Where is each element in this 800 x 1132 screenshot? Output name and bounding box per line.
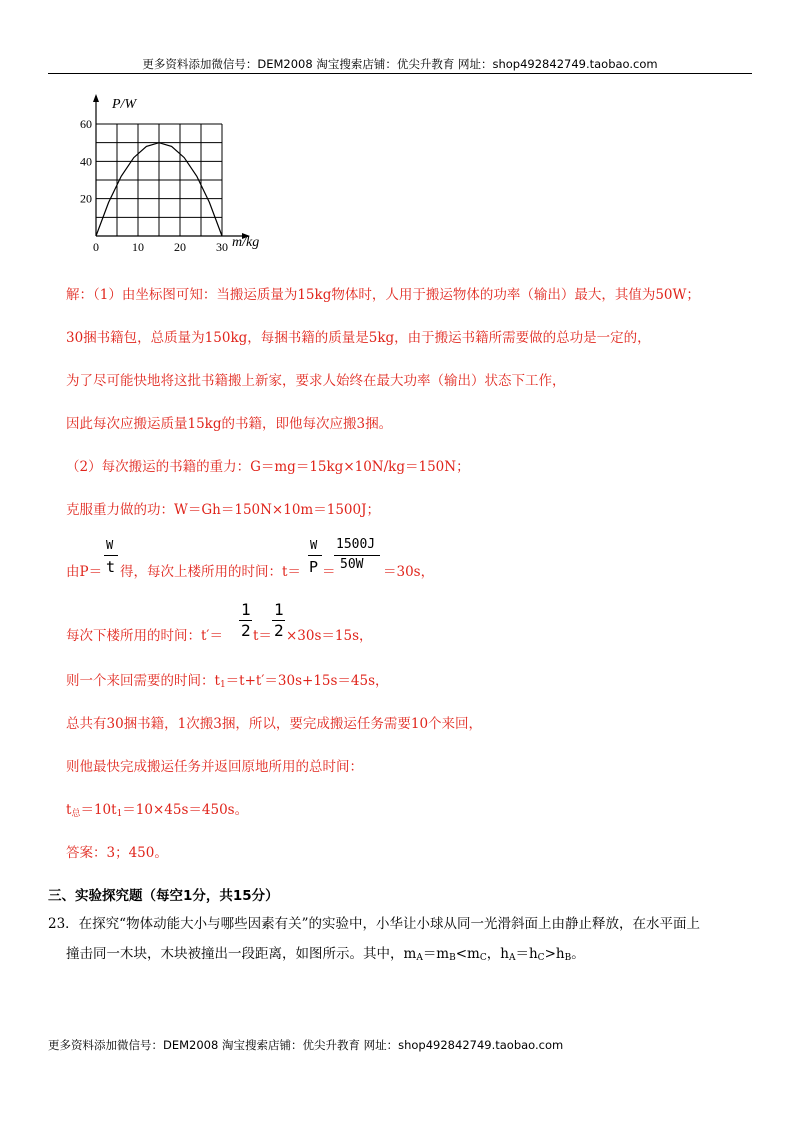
- solution-line-8c: ×30s＝15s，: [286, 628, 373, 644]
- fraction-half-den: 2: [274, 621, 284, 640]
- solution-line-7d: ＝30s，: [383, 564, 435, 580]
- y-tick-label: 20: [80, 191, 92, 206]
- x-tick-label: 0: [93, 240, 99, 252]
- fraction-bar: [104, 555, 118, 556]
- y-tick-label: 60: [80, 117, 92, 131]
- fraction-w-over-t-den: t: [106, 558, 116, 576]
- y-axis-arrow: [93, 94, 99, 102]
- x-axis-label: m/kg: [232, 235, 260, 250]
- fraction-half-num: 1: [274, 600, 284, 619]
- fraction-1500j-num: 1500J: [336, 537, 376, 552]
- solution-line-7c: ＝: [322, 564, 336, 580]
- solution-line-3: 为了尽可能快地将这批书籍搬上新家，要求人始终在最大功率（输出）状态下工作，: [66, 373, 566, 389]
- solution-line-2: 30捆书籍包，总质量为150kg，每捆书籍的质量是5kg，由于搬运书籍所需要做的总功是一定的，: [66, 330, 651, 346]
- question-23-line-1: 23．在探究“物体动能大小与哪些因素有关”的实验中，小华让小球从同一光滑斜面上由静止释放，在水平面上: [48, 916, 700, 932]
- solution-line-8b: t＝: [253, 628, 272, 644]
- solution-line-7b: 得，每次上楼所用的时间：t＝: [120, 564, 301, 580]
- solution-line-1: 解：（1）由坐标图可知：当搬运质量为15kg物体时，人用于搬运物体的功率（输出）最大，其值为50W；: [66, 287, 700, 303]
- power-mass-chart: [78, 92, 288, 252]
- x-tick-label: 10: [132, 240, 144, 252]
- y-tick-label: 40: [80, 154, 92, 169]
- fraction-bar: [308, 555, 322, 556]
- question-23-line-2: 撞击同一木块，木块被撞出一段距离，如图所示。其中，$m_A=m_B<m_C$，$h_A=h_C>h_B$。: [66, 946, 585, 963]
- y-axis-label: P/W: [112, 97, 137, 112]
- header-rule: [48, 73, 752, 74]
- fraction-bar: [334, 555, 380, 556]
- fraction-50w-den: 50W: [340, 557, 364, 572]
- solution-line-5: （2）每次搬运的书籍的重力：G＝mg＝15kg×10N/kg＝150N；: [66, 459, 470, 475]
- page-header: 更多资料添加微信号：DEM2008 淘宝搜索店铺：优尖升教育 网址：shop492842749.taobao.com: [142, 57, 658, 71]
- solution-line-7a: 由P＝: [66, 564, 103, 580]
- solution-line-10: 总共有30捆书籍，1次搬3捆，所以，要完成搬运任务需要10个来回，: [66, 716, 483, 732]
- solution-line-6: 克服重力做的功：W＝Gh＝150N×10m＝1500J；: [66, 502, 380, 518]
- x-tick-label: 30: [216, 240, 228, 252]
- fraction-w-over-p-den: P: [309, 558, 319, 576]
- chart-grid: [96, 124, 222, 236]
- solution-line-12: $t_总=10t_1=10\times 45s=450s$。: [66, 802, 249, 819]
- chart-ticks: [80, 117, 228, 252]
- fraction-w-over-p-num: W: [310, 538, 318, 552]
- fraction-w-over-t-num: W: [106, 538, 114, 552]
- solution-line-9: 则一个来回需要的时间：$t_1=t+t'=30s+15s=45s$，: [66, 673, 389, 690]
- fraction-half-num: 1: [241, 600, 251, 619]
- section-title: 三、实验探究题（每空1分，共15分）: [48, 888, 279, 904]
- x-tick-label: 20: [174, 240, 186, 252]
- answer-line: 答案：3；450。: [66, 845, 168, 861]
- solution-line-4: 因此每次应搬运质量15kg的书籍，即他每次应搬3捆。: [66, 416, 393, 432]
- fraction-half-den: 2: [241, 621, 251, 640]
- page-footer: 更多资料添加微信号：DEM2008 淘宝搜索店铺：优尖升教育 网址：shop492842749.taobao.com: [48, 1038, 564, 1052]
- solution-line-8a: 每次下楼所用的时间：t′＝: [66, 628, 223, 644]
- solution-line-11: 则他最快完成搬运任务并返回原地所用的总时间：: [66, 759, 363, 775]
